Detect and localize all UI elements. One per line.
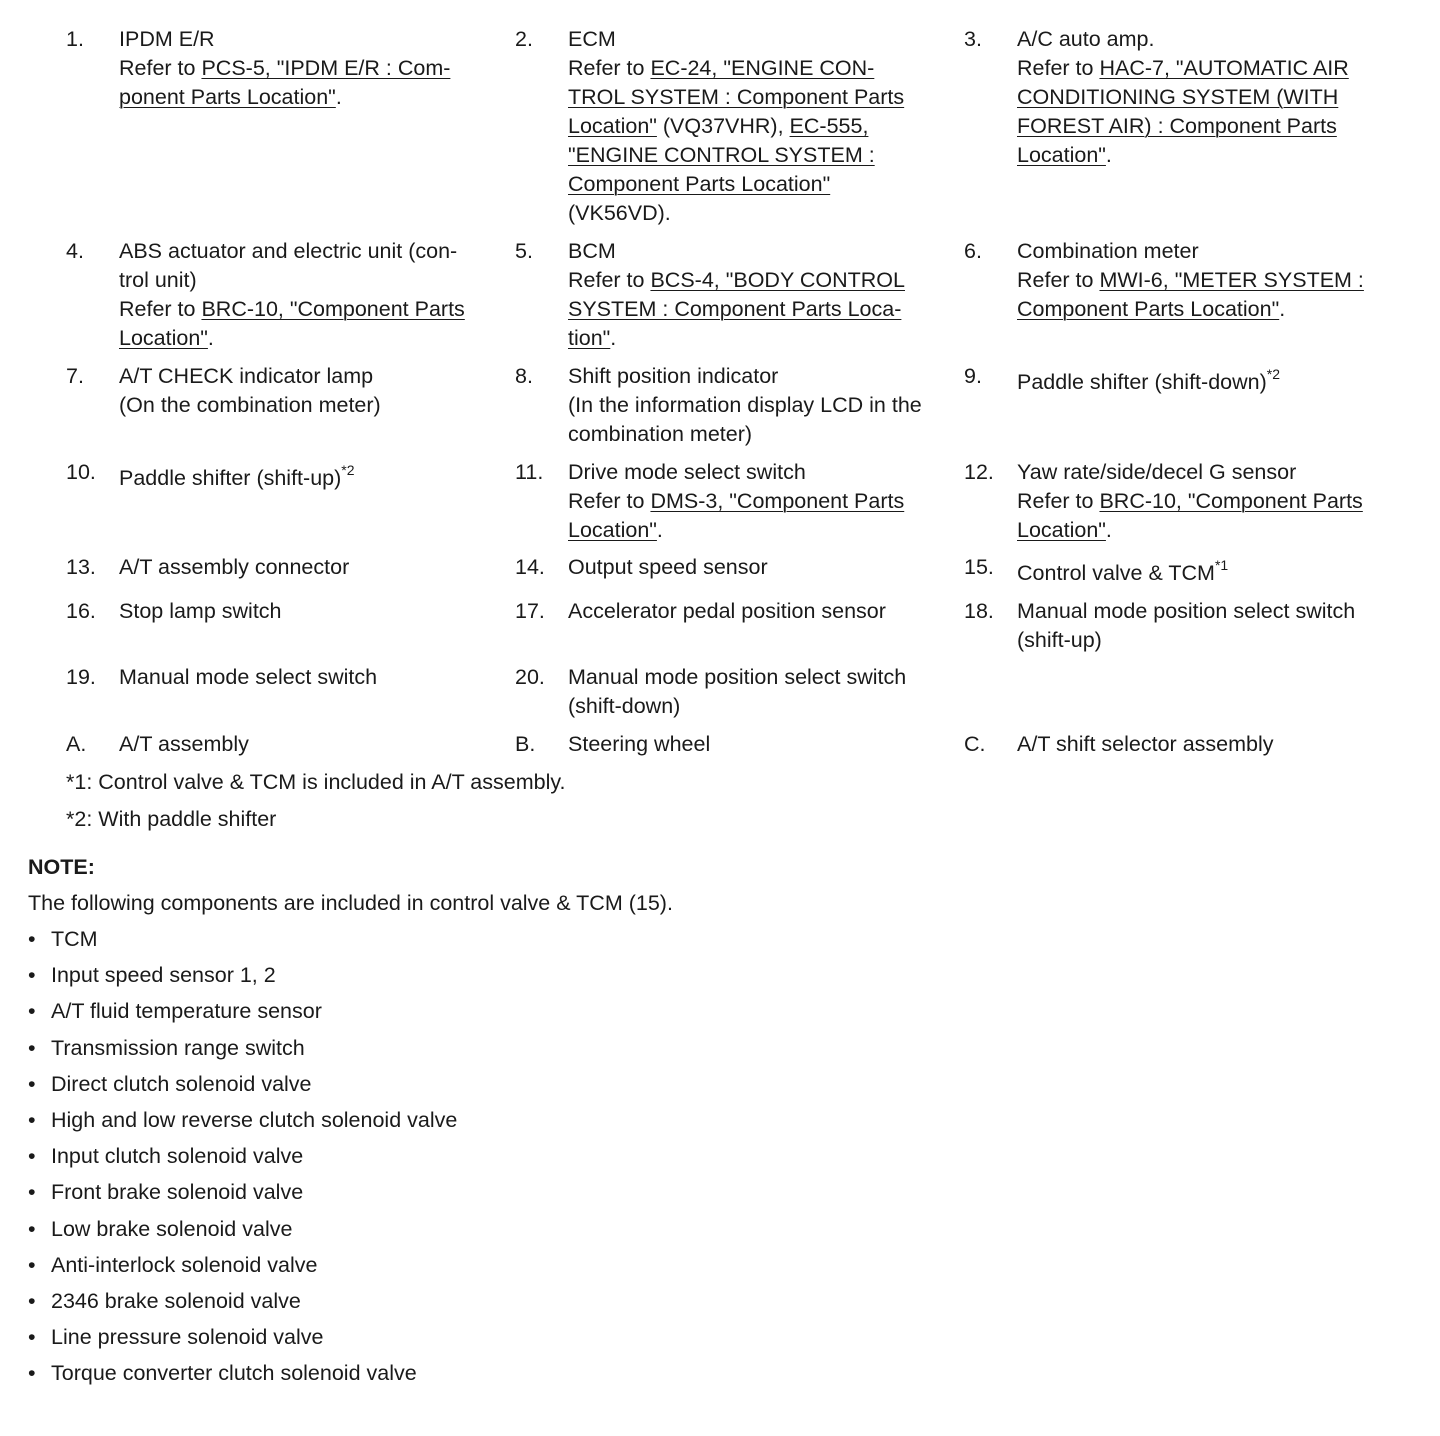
bullet-icon: • — [28, 1361, 36, 1386]
item-number: 9. — [964, 364, 982, 388]
item-name: A/T assembly — [119, 732, 249, 756]
note-heading: NOTE: — [28, 855, 95, 879]
bullet-icon: • — [28, 1107, 36, 1132]
item-name: BCM — [568, 239, 616, 263]
item-number: 4. — [66, 239, 84, 263]
list-item: • High and low reverse clutch solenoid valve — [28, 1106, 457, 1142]
item-name: ABS actuator and electric unit (con- — [119, 239, 458, 263]
item-name: Paddle shifter (shift-up) — [119, 466, 342, 490]
item-name: A/C auto amp. — [1017, 27, 1155, 51]
list-item: • Direct clutch solenoid valve — [28, 1070, 457, 1106]
list-item: • A/T fluid temperature sensor — [28, 997, 457, 1033]
reference-link-brc-10-cont[interactable]: Location" — [1017, 518, 1106, 542]
bullet-icon: • — [28, 1325, 36, 1350]
item-number: 13. — [66, 555, 96, 579]
item-letter: B. — [515, 732, 536, 756]
reference-link-mwi-6[interactable]: MWI-6, "METER SYSTEM : — [1099, 268, 1364, 292]
item-name: Yaw rate/side/decel G sensor — [1017, 460, 1297, 484]
item-reference: Refer to BCS-4, "BODY CONTROL SYSTEM : Component Parts Loca- tion". — [568, 268, 905, 350]
reference-link-bcs-4[interactable]: BCS-4, "BODY CONTROL — [650, 268, 905, 292]
reference-link-hac-7-cont[interactable]: CONDITIONING SYSTEM (WITH — [1017, 85, 1339, 109]
reference-link-ec-24[interactable]: EC-24, "ENGINE CON- — [650, 56, 875, 80]
reference-link-ec-24-cont[interactable]: Location" — [568, 114, 657, 138]
bullet-icon: • — [28, 1288, 36, 1313]
reference-link-ec-555-cont[interactable]: "ENGINE CONTROL SYSTEM : — [568, 143, 875, 167]
item-number: 11. — [515, 460, 544, 484]
list-item: • 2346 brake solenoid valve — [28, 1287, 457, 1323]
item-number: 14. — [515, 555, 545, 579]
item-name-cont: (shift-down) — [568, 694, 681, 718]
item-name-cont: (On the combination meter) — [119, 393, 381, 417]
item-reference: Refer to DMS-3, "Component Parts Location". — [568, 489, 905, 542]
bullet-icon: • — [28, 1035, 36, 1060]
reference-link-brc-10-cont[interactable]: Location" — [119, 326, 208, 350]
item-name: Manual mode select switch — [119, 665, 378, 689]
list-item: • TCM — [28, 925, 457, 961]
footnote-marker: *1 — [1214, 556, 1229, 573]
item-name: A/T shift selector assembly — [1017, 732, 1274, 756]
item-reference: Refer to BRC-10, "Component Parts Location". — [119, 297, 465, 350]
footnote-marker: *2 — [341, 461, 355, 478]
item-number: 1. — [66, 27, 84, 51]
item-number: 10. — [66, 460, 96, 484]
bullet-icon: • — [28, 999, 36, 1024]
item-name-cont: (In the information display LCD in the — [568, 393, 922, 417]
reference-link-brc-10[interactable]: BRC-10, "Component Parts — [1099, 489, 1363, 513]
item-number: 7. — [66, 364, 84, 388]
reference-link-hac-7-cont[interactable]: Location" — [1017, 143, 1106, 167]
item-reference: Refer to EC-24, "ENGINE CON- TROL SYSTEM : Component Parts Location" (VQ37VHR), EC-555, "ENGINE CONTROL SYSTEM : Component Parts Location" (VK56VD). — [568, 56, 905, 225]
item-reference: Refer to HAC-7, "AUTOMATIC AIR CONDITIONING SYSTEM (WITH FOREST AIR) : Component Parts Location". — [1017, 56, 1349, 167]
reference-link-dms-3-cont[interactable]: Location" — [568, 518, 657, 542]
item-name-cont: combination meter) — [568, 422, 753, 446]
list-item: • Input speed sensor 1, 2 — [28, 961, 457, 997]
included-components-list — [28, 925, 457, 1395]
footnotes — [66, 768, 566, 842]
bullet-icon: • — [28, 1180, 36, 1205]
item-name: IPDM E/R — [119, 27, 215, 51]
item-name: Combination meter — [1017, 239, 1199, 263]
reference-link-bcs-4-cont[interactable]: tion" — [568, 326, 611, 350]
reference-link-mwi-6-cont[interactable]: Component Parts Location" — [1017, 297, 1280, 321]
item-number: 6. — [964, 239, 982, 263]
list-item: • Transmission range switch — [28, 1034, 457, 1070]
reference-link-hac-7-cont[interactable]: FOREST AIR) : Component Parts — [1017, 114, 1337, 138]
list-item: • Line pressure solenoid valve — [28, 1323, 457, 1359]
item-letter: A. — [66, 732, 87, 756]
list-item: • Anti-interlock solenoid valve — [28, 1251, 457, 1287]
item-number: 18. — [964, 599, 994, 623]
item-name-cont: trol unit) — [119, 268, 197, 292]
reference-link-brc-10[interactable]: BRC-10, "Component Parts — [201, 297, 465, 321]
item-name: Stop lamp switch — [119, 599, 282, 623]
footnote-1: *1: Control valve & TCM is included in A/T assembly. — [66, 770, 566, 794]
bullet-icon: • — [28, 1216, 36, 1241]
list-item: • Low brake solenoid valve — [28, 1215, 457, 1251]
item-letter: C. — [964, 732, 986, 756]
item-name: Steering wheel — [568, 732, 711, 756]
list-item: • Front brake solenoid valve — [28, 1178, 457, 1214]
item-number: 12. — [964, 460, 994, 484]
item-reference: Refer to BRC-10, "Component Parts Location". — [1017, 489, 1363, 542]
bullet-icon: • — [28, 927, 36, 951]
bullet-icon: • — [28, 1252, 36, 1277]
item-number: 15. — [964, 555, 994, 579]
item-number: 5. — [515, 239, 533, 263]
item-number: 17. — [515, 599, 545, 623]
item-name: Manual mode position select switch — [568, 665, 907, 689]
item-number: 19. — [66, 665, 96, 689]
item-name: Drive mode select switch — [568, 460, 806, 484]
item-name: Output speed sensor — [568, 555, 768, 579]
item-name: Paddle shifter (shift-down) — [1017, 370, 1267, 394]
reference-link-pcs-5[interactable]: PCS-5, "IPDM E/R : Com- — [201, 56, 451, 80]
reference-link-ec-555[interactable]: EC-555, — [789, 114, 869, 138]
item-number: 16. — [66, 599, 96, 623]
item-reference: Refer to PCS-5, "IPDM E/R : Com- ponent Parts Location". — [119, 56, 451, 109]
reference-link-pcs-5-cont[interactable]: ponent Parts Location" — [119, 85, 336, 109]
reference-link-hac-7[interactable]: HAC-7, "AUTOMATIC AIR — [1099, 56, 1349, 80]
item-reference: Refer to MWI-6, "METER SYSTEM : Component Parts Location". — [1017, 268, 1364, 321]
footnote-marker: *2 — [1266, 365, 1280, 382]
list-item: • Input clutch solenoid valve — [28, 1142, 457, 1178]
item-name: Manual mode position select switch — [1017, 599, 1356, 623]
bullet-icon: • — [28, 1144, 36, 1169]
bullet-icon: • — [28, 1071, 36, 1096]
item-name: Shift position indicator — [568, 364, 779, 388]
reference-link-ec-555-cont[interactable]: Component Parts Location" — [568, 172, 831, 196]
reference-link-dms-3[interactable]: DMS-3, "Component Parts — [650, 489, 905, 513]
item-name: ECM — [568, 27, 616, 51]
item-number: 20. — [515, 665, 545, 689]
item-name: Control valve & TCM — [1017, 561, 1215, 585]
item-name: A/T assembly connector — [119, 555, 350, 579]
reference-link-bcs-4-cont[interactable]: SYSTEM : Component Parts Loca- — [568, 297, 902, 321]
bullet-icon: • — [28, 963, 36, 988]
note-text: The following components are included in control valve & TCM (15). — [28, 891, 673, 915]
item-number: 2. — [515, 27, 533, 51]
item-name: Accelerator pedal position sensor — [568, 599, 886, 623]
item-name-cont: (shift-up) — [1017, 628, 1102, 652]
footnote-2: *2: With paddle shifter — [66, 807, 277, 831]
list-item: • Torque converter clutch solenoid valve — [28, 1359, 457, 1395]
reference-link-ec-24-cont[interactable]: TROL SYSTEM : Component Parts — [568, 85, 905, 109]
item-number: 8. — [515, 364, 533, 388]
item-number: 3. — [964, 27, 982, 51]
item-name: A/T CHECK indicator lamp — [119, 364, 374, 388]
